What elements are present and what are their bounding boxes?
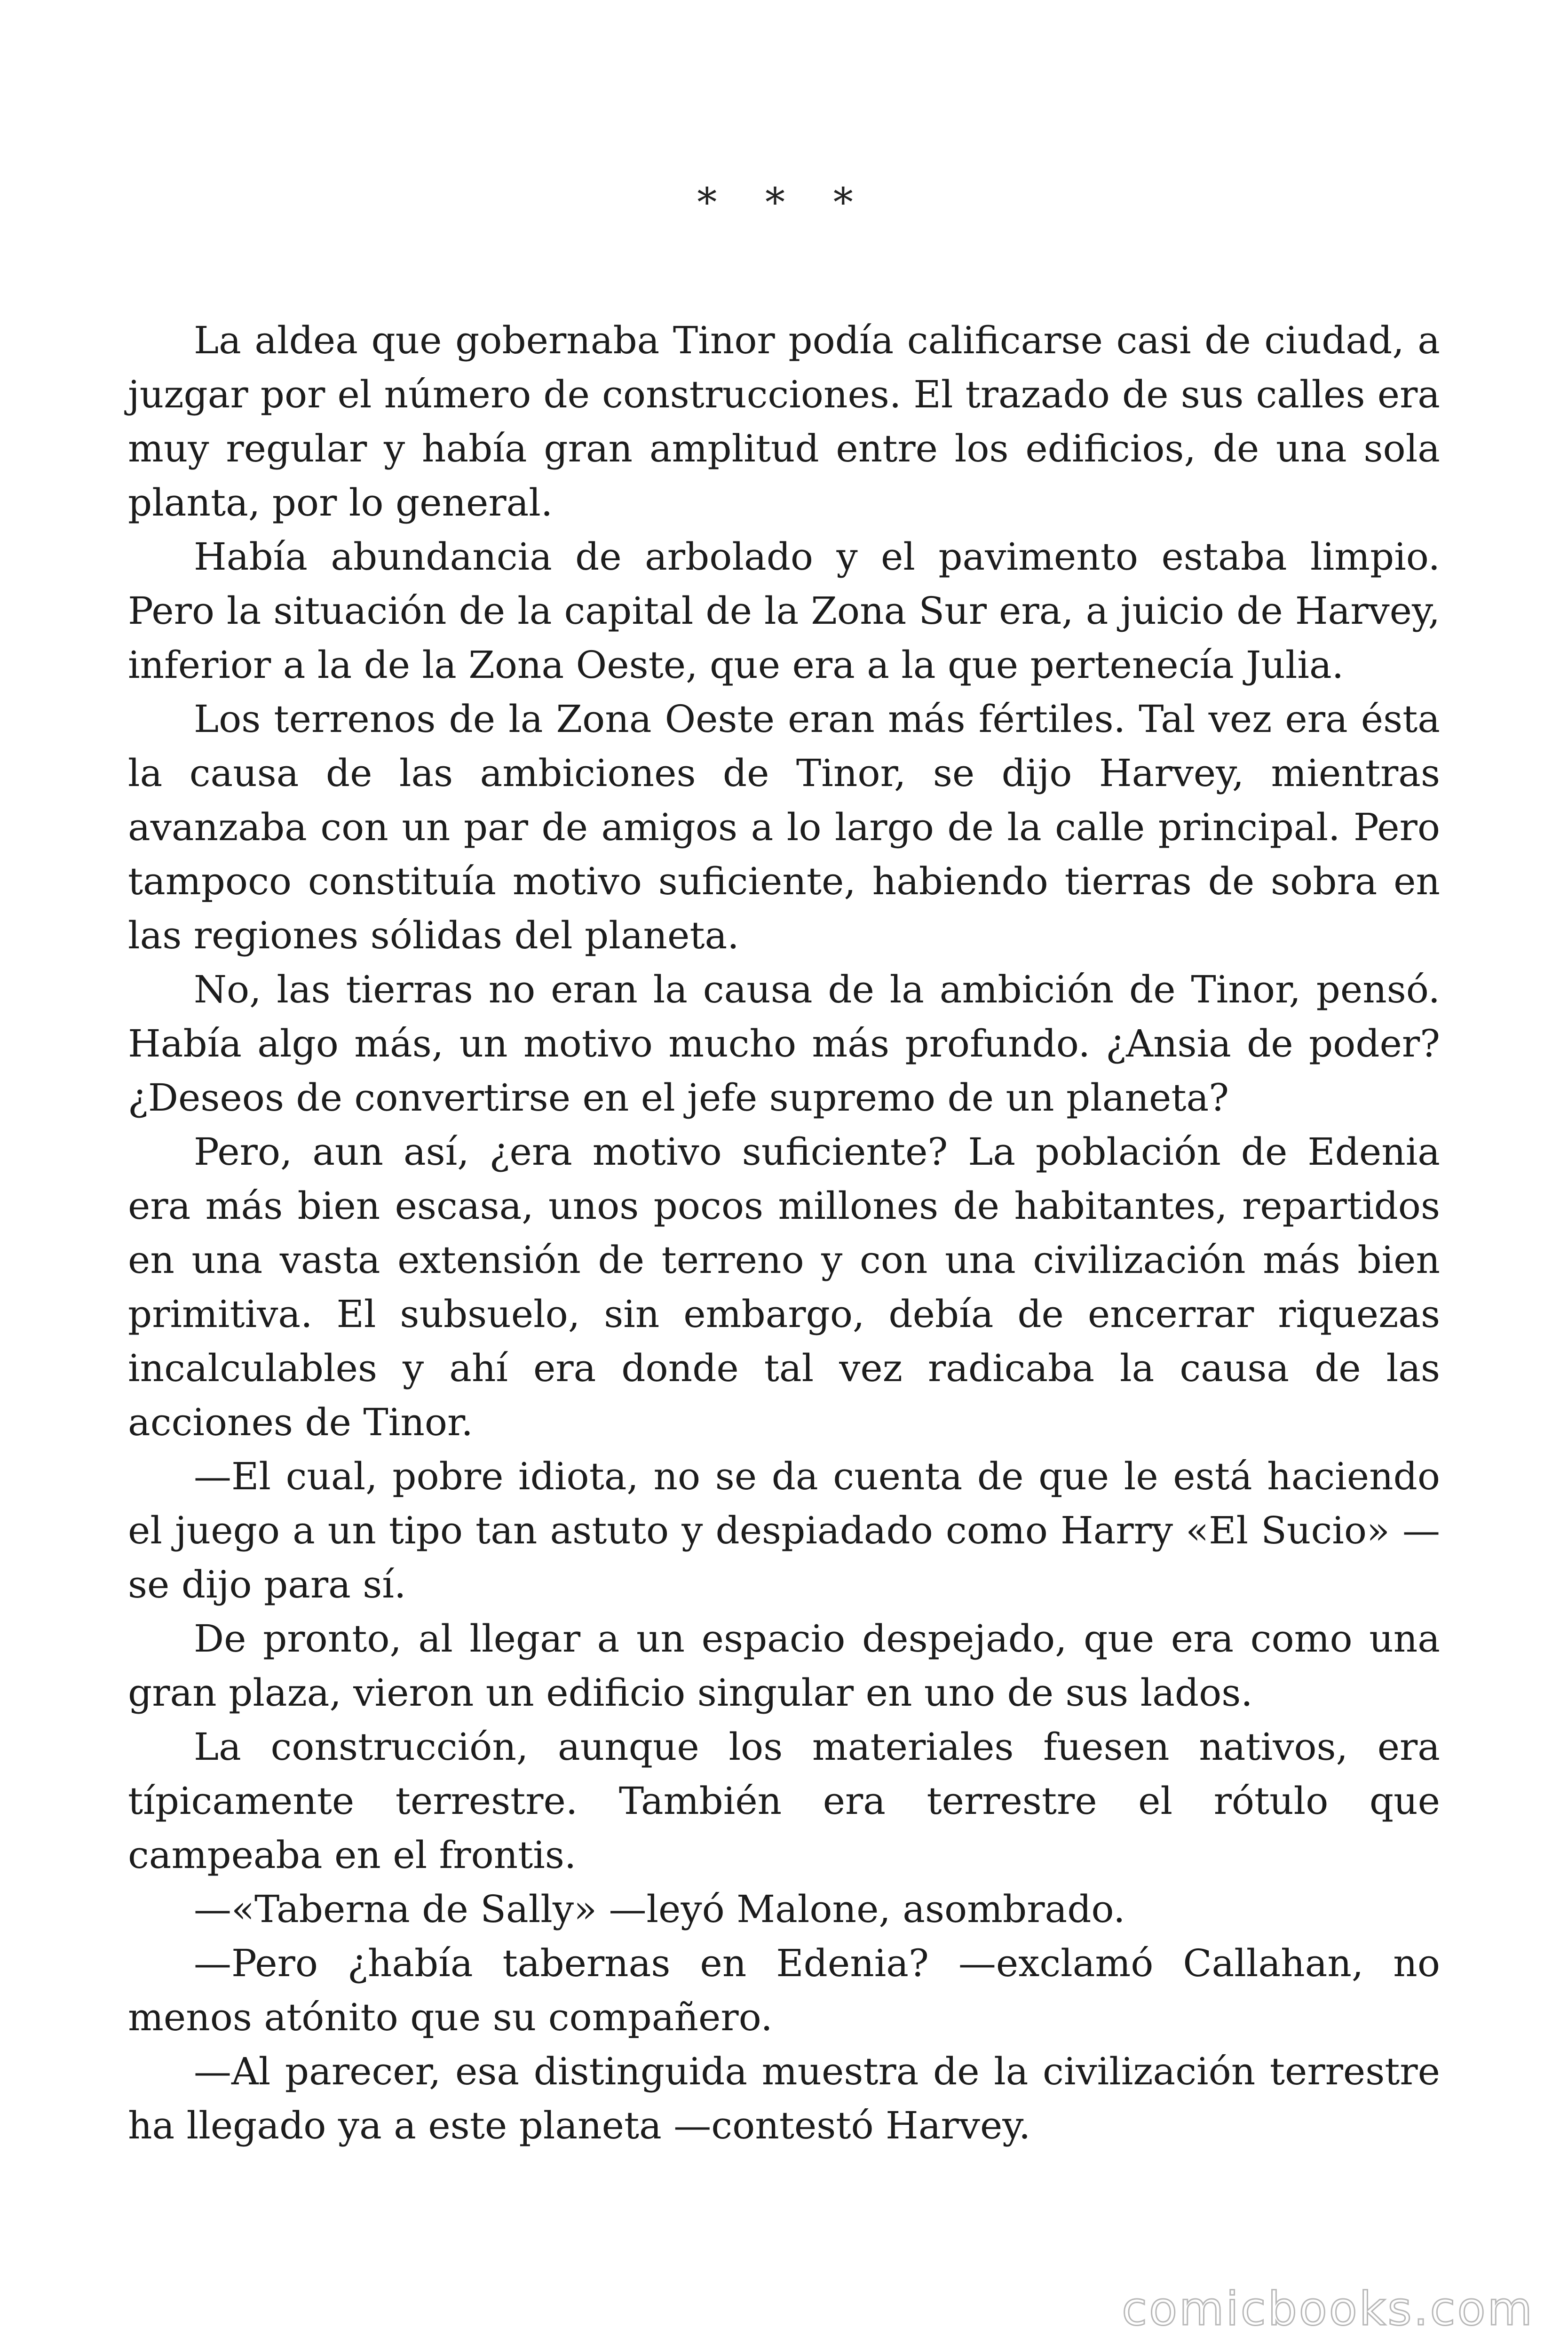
section-separator: * * * [697, 179, 871, 225]
paragraph: —Al parecer, esa distinguida muestra de la civilización terrestre ha llegado ya a este planeta —contestó Harvey. [128, 2050, 1440, 2147]
body-text [128, 313, 1440, 2153]
paragraph: Los terrenos de la Zona Oeste eran más fértiles. Tal vez era ésta la causa de las ambiciones de Tinor, se dijo Harvey, mientras avanzaba con un par de amigos a lo largo de la calle principal. Pero tampoco constituía motivo suficiente, habiendo tierras de sobra en las regiones sólidas del planeta. [128, 697, 1440, 957]
paragraph: Pero, aun así, ¿era motivo suficiente? La población de Edenia era más bien escasa, unos pocos millones de habitantes, repartidos en una vasta extensión de terreno y con una civilización más bien primitiva. El subsuelo, sin embargo, debía de encerrar riquezas incalculables y ahí era donde tal vez radicaba la causa de las acciones de Tinor. [128, 1130, 1440, 1444]
paragraph: —«Taberna de Sally» —leyó Malone, asombrado. [194, 1887, 1125, 1931]
paragraph: La construcción, aunque los materiales fuesen nativos, era típicamente terrestre. También era terrestre el rótulo que campeaba en el frontis. [128, 1725, 1440, 1877]
paragraph: —Pero ¿había tabernas en Edenia? —exclamó Callahan, no menos atónito que su compañero. [128, 1941, 1440, 2039]
paragraph: La aldea que gobernaba Tinor podía calificarse casi de ciudad, a juzgar por el número de construcciones. El trazado de sus calles era muy regular y había gran amplitud entre los edificios, de una sola planta, por lo general. [128, 318, 1440, 524]
paragraph: No, las tierras no eran la causa de la ambición de Tinor, pensó. Había algo más, un motivo mucho más profundo. ¿Ansia de poder? ¿Deseos de convertirse en el jefe supremo de un planeta? [128, 968, 1440, 1120]
paragraph: Había abundancia de arbolado y el pavimento estaba limpio. Pero la situación de la capital de la Zona Sur era, a juicio de Harvey, inferior a la de la Zona Oeste, que era a la que pertenecía Julia. [128, 535, 1440, 687]
paragraph: De pronto, al llegar a un espacio despejado, que era como una gran plaza, vieron un edificio singular en uno de sus lados. [128, 1617, 1440, 1715]
paragraph: —El cual, pobre idiota, no se da cuenta de que le está haciendo el juego a un tipo tan astuto y despiadado como Harry «El Sucio» —se dijo para sí. [128, 1454, 1440, 1606]
watermark: comicbooks.com [1122, 2282, 1534, 2336]
